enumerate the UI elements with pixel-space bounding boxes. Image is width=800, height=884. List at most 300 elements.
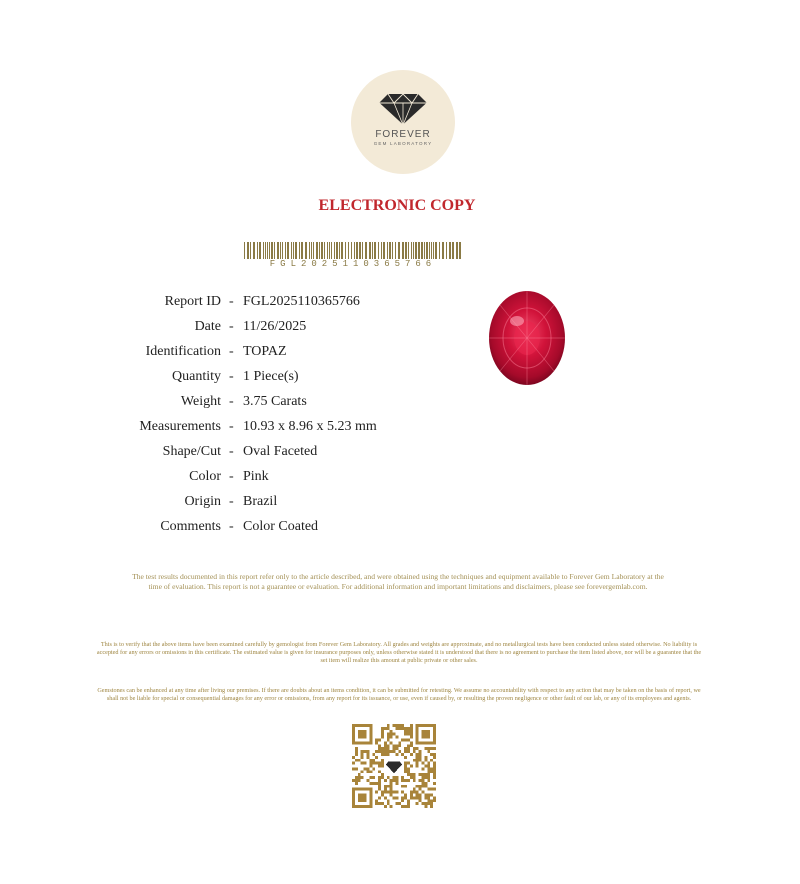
qr-module xyxy=(404,727,407,730)
barcode-bar xyxy=(285,242,286,259)
qr-module xyxy=(410,773,413,776)
qr-module xyxy=(413,773,416,776)
diamond-icon xyxy=(378,92,428,126)
barcode-bar xyxy=(439,242,440,259)
qr-module xyxy=(433,776,436,779)
barcode-bar xyxy=(378,242,379,259)
spec-row xyxy=(0,394,420,414)
qr-module xyxy=(387,776,390,779)
qr-module xyxy=(378,802,381,805)
qr-module xyxy=(393,796,396,799)
qr-module xyxy=(381,794,384,797)
qr-module xyxy=(384,727,387,730)
qr-module xyxy=(422,782,425,785)
qr-module xyxy=(390,730,393,733)
qr-module xyxy=(384,750,387,753)
barcode-bar xyxy=(395,242,396,259)
qr-module xyxy=(355,776,358,779)
qr-module xyxy=(395,796,398,799)
qr-module xyxy=(381,765,384,768)
qr-module xyxy=(387,791,390,794)
qr-module xyxy=(404,794,407,797)
qr-module xyxy=(395,779,398,782)
qr-module xyxy=(419,794,422,797)
qr-module xyxy=(390,791,393,794)
qr-module xyxy=(410,753,413,756)
disclaimer-liability: Gemstones can be enhanced at any time after living our premises. If there are doubts about an items condition, it can be submitted for retesting. We assume no accountability with respect to any action that may be taken on the basis of report, we shall not be liable for special or consequential damages for any error or omissions, from any report for its issuance, or use, even if caused by, or resulting the proven negligence or other fault of our lab, or any of its employees and agents. xyxy=(97,687,701,702)
barcode-bar xyxy=(334,242,335,259)
barcode-bar xyxy=(274,242,275,259)
qr-module xyxy=(401,799,404,802)
spec-separator: - xyxy=(229,319,234,334)
barcode-bar xyxy=(253,242,255,259)
qr-module xyxy=(387,799,390,802)
qr-module xyxy=(355,759,358,762)
qr-module xyxy=(407,799,410,802)
qr-module xyxy=(361,753,364,756)
qr-module xyxy=(419,750,422,753)
qr-module xyxy=(427,776,430,779)
qr-module xyxy=(355,753,358,756)
barcode xyxy=(244,242,462,259)
qr-module xyxy=(390,741,393,744)
qr-module xyxy=(393,724,396,727)
qr-module xyxy=(416,802,419,805)
spec-label: Shape/Cut xyxy=(162,444,221,459)
qr-module xyxy=(390,782,393,785)
qr-module xyxy=(422,730,431,739)
spec-separator: - xyxy=(229,494,234,509)
qr-module xyxy=(369,776,372,779)
qr-module xyxy=(416,759,419,762)
qr-module xyxy=(381,727,384,730)
qr-module xyxy=(427,770,430,773)
qr-module xyxy=(375,791,378,794)
qr-module xyxy=(378,788,381,791)
qr-module xyxy=(390,794,393,797)
spec-label: Origin xyxy=(184,494,221,509)
barcode-bar xyxy=(339,242,340,259)
qr-module xyxy=(413,779,416,782)
qr-module xyxy=(424,796,427,799)
qr-module xyxy=(387,724,390,727)
barcode-bar xyxy=(415,242,417,259)
qr-module xyxy=(378,770,381,773)
qr-module xyxy=(358,773,361,776)
qr-module xyxy=(433,753,436,756)
qr-module xyxy=(407,750,410,753)
barcode-bar xyxy=(429,242,430,259)
qr-module xyxy=(427,799,430,802)
qr-module xyxy=(413,791,416,794)
logo-name: FOREVER xyxy=(375,129,431,140)
barcode-bar xyxy=(336,242,338,259)
qr-module xyxy=(433,747,436,750)
qr-module xyxy=(427,796,430,799)
barcode-bar xyxy=(301,242,303,259)
barcode-bar xyxy=(435,242,437,259)
qr-module xyxy=(361,750,364,753)
spec-separator: - xyxy=(229,469,234,484)
qr-module xyxy=(369,765,372,768)
qr-module xyxy=(387,727,390,730)
qr-module xyxy=(366,779,369,782)
barcode-bar xyxy=(389,242,391,259)
barcode-bar xyxy=(459,242,461,259)
spec-label: Comments xyxy=(160,519,221,534)
qr-module xyxy=(430,805,433,808)
qr-module xyxy=(401,724,404,727)
barcode-bar xyxy=(398,242,400,259)
qr-module xyxy=(395,747,398,750)
qr-module xyxy=(358,794,367,803)
qr-module xyxy=(401,753,404,756)
spec-label: Identification xyxy=(145,344,221,359)
barcode-bar xyxy=(374,242,376,259)
qr-module xyxy=(378,750,381,753)
spec-label: Report ID xyxy=(164,294,221,309)
barcode-bar xyxy=(309,242,310,259)
barcode-bar xyxy=(446,242,447,259)
qr-module xyxy=(358,776,361,779)
qr-module xyxy=(419,796,422,799)
barcode-bar xyxy=(324,242,325,259)
qr-module xyxy=(413,788,416,791)
barcode-bar xyxy=(327,242,328,259)
barcode-bar xyxy=(413,242,414,259)
qr-module xyxy=(419,753,422,756)
qr-module xyxy=(427,767,430,770)
qr-module xyxy=(422,762,425,765)
qr-module xyxy=(372,782,375,785)
qr-module xyxy=(395,744,398,747)
barcode-bar xyxy=(316,242,318,259)
qr-module xyxy=(422,779,425,782)
qr-module xyxy=(410,794,413,797)
qr-module xyxy=(430,799,433,802)
qr-module xyxy=(404,756,407,759)
barcode-bar xyxy=(392,242,393,259)
qr-module xyxy=(398,741,401,744)
barcode-bar xyxy=(250,242,251,259)
qr-module xyxy=(404,747,407,750)
qr-module xyxy=(381,730,384,733)
qr-module xyxy=(355,767,358,770)
qr-module xyxy=(410,733,413,736)
barcode-bar xyxy=(402,242,404,259)
qr-module xyxy=(401,727,404,730)
qr-module xyxy=(393,791,396,794)
barcode-bar xyxy=(259,242,261,259)
qr-module xyxy=(372,776,375,779)
qr-module xyxy=(433,765,436,768)
spec-row xyxy=(0,494,420,514)
barcode-bar xyxy=(411,242,412,259)
qr-module xyxy=(398,802,401,805)
qr-module xyxy=(381,802,384,805)
barcode-bar xyxy=(341,242,343,259)
qr-module xyxy=(395,782,398,785)
qr-module xyxy=(387,802,390,805)
qr-module xyxy=(384,747,387,750)
qr-module xyxy=(422,773,425,776)
barcode-bar xyxy=(299,242,300,259)
qr-module xyxy=(390,733,393,736)
barcode-bar xyxy=(257,242,258,259)
spec-separator: - xyxy=(229,294,234,309)
qr-module xyxy=(430,770,433,773)
barcode-bar xyxy=(280,242,281,259)
spec-label: Color xyxy=(189,469,221,484)
qr-module xyxy=(419,799,422,802)
qr-module xyxy=(395,736,398,739)
qr-module xyxy=(384,744,387,747)
qr-module xyxy=(384,753,387,756)
qr-module xyxy=(416,747,419,750)
barcode-bar xyxy=(331,242,332,259)
spec-value: 11/26/2025 xyxy=(243,319,307,334)
qr-module xyxy=(416,762,419,765)
qr-module xyxy=(355,779,358,782)
barcode-bar xyxy=(421,242,423,259)
spec-row xyxy=(0,419,420,439)
barcode-bar xyxy=(383,242,385,259)
qr-module xyxy=(375,799,378,802)
qr-module xyxy=(366,750,369,753)
qr-module xyxy=(433,762,436,765)
qr-module xyxy=(387,736,390,739)
qr-module xyxy=(352,767,355,770)
qr-module xyxy=(404,762,407,765)
barcode-bar xyxy=(287,242,289,259)
qr-module xyxy=(401,738,404,741)
qr-module xyxy=(424,785,427,788)
barcode-bar xyxy=(319,242,320,259)
qr-module xyxy=(427,773,430,776)
qr-module xyxy=(381,776,384,779)
qr-module xyxy=(430,767,433,770)
qr-module xyxy=(352,756,355,759)
qr-module xyxy=(407,762,410,765)
barcode-bar xyxy=(321,242,323,259)
qr-module xyxy=(419,773,422,776)
barcode-bar xyxy=(265,242,266,259)
qr-module xyxy=(387,785,390,788)
qr-module xyxy=(390,750,393,753)
qr-module xyxy=(404,767,407,770)
qr-module xyxy=(361,770,364,773)
barcode-bar xyxy=(442,242,444,259)
qr-module xyxy=(410,736,413,739)
qr-module xyxy=(393,747,396,750)
qr-module xyxy=(375,750,378,753)
qr-module xyxy=(390,736,393,739)
qr-module xyxy=(364,750,367,753)
qr-module xyxy=(433,767,436,770)
qr-module xyxy=(427,802,430,805)
qr-module xyxy=(366,767,369,770)
qr-module xyxy=(390,788,393,791)
barcode-bar xyxy=(356,242,358,259)
qr-module xyxy=(381,747,384,750)
qr-module xyxy=(407,802,410,805)
spec-separator: - xyxy=(229,519,234,534)
qr-module xyxy=(404,733,407,736)
qr-module xyxy=(427,794,430,797)
spec-row xyxy=(0,469,420,489)
barcode-bar xyxy=(424,242,425,259)
qr-module xyxy=(433,756,436,759)
qr-module xyxy=(361,756,364,759)
qr-module xyxy=(422,767,425,770)
qr-module xyxy=(410,776,413,779)
qr-module xyxy=(381,750,384,753)
barcode-bar xyxy=(295,242,297,259)
qr-module xyxy=(433,770,436,773)
barcode-bar xyxy=(456,242,458,259)
spec-separator: - xyxy=(229,369,234,384)
qr-module xyxy=(369,759,372,762)
electronic-copy-title: ELECTRONIC COPY xyxy=(318,197,476,214)
spec-row xyxy=(0,319,420,339)
qr-module xyxy=(427,779,430,782)
disclaimer-results: The test results documented in this report refer only to the article described, and were obtained using the techniques and equipment available to Forever Gem Laboratory at the time of evaluation. This report is not a guarantee or evaluation. For additional information and important limitations and disclaimers, please see forevergemlab.com. xyxy=(132,572,664,591)
qr-module xyxy=(401,805,404,808)
barcode-bar xyxy=(426,242,428,259)
barcode-bar xyxy=(372,242,373,259)
qr-code-icon xyxy=(352,724,436,808)
qr-module xyxy=(378,765,381,768)
qr-module xyxy=(416,756,419,759)
barcode-bar xyxy=(354,242,355,259)
barcode-bar xyxy=(291,242,292,259)
qr-module xyxy=(404,770,407,773)
spec-value: Pink xyxy=(243,469,269,484)
lab-logo xyxy=(351,70,455,174)
qr-module xyxy=(424,756,427,759)
qr-module xyxy=(355,750,358,753)
qr-module xyxy=(384,805,387,808)
qr-module xyxy=(424,794,427,797)
qr-module xyxy=(395,724,398,727)
qr-module xyxy=(416,753,419,756)
qr-module xyxy=(378,738,381,741)
qr-module xyxy=(430,747,433,750)
qr-module xyxy=(378,782,381,785)
qr-module xyxy=(419,759,422,762)
qr-module xyxy=(416,785,419,788)
disclaimer-verification: This is to verify that the above items have been examined carefully by gemologist from Forever Gem Laboratory. All grades and weights are approximate, and no metallurgical tests have been conducted unless stated otherwise. No liability is accepted for any errors or omissions in this certificate. The estimated value is given for insurance purposes only, unless otherwise stated it is understood that there is no agreement to purchase the item listed above, nor will be a guarantee that the set item will realize this amount at public private or other sales. xyxy=(96,641,702,664)
spec-row xyxy=(0,369,420,389)
qr-module xyxy=(390,785,393,788)
qr-module xyxy=(355,747,358,750)
qr-module xyxy=(427,762,430,765)
barcode-bar xyxy=(311,242,312,259)
qr-module xyxy=(401,776,404,779)
barcode-bar xyxy=(418,242,420,259)
qr-module xyxy=(378,785,381,788)
qr-module xyxy=(416,796,419,799)
qr-module xyxy=(378,762,381,765)
qr-module xyxy=(387,750,390,753)
qr-module xyxy=(404,796,407,799)
qr-module xyxy=(430,788,433,791)
qr-module xyxy=(410,765,413,768)
qr-module xyxy=(381,736,384,739)
qr-module xyxy=(378,776,381,779)
qr-module xyxy=(381,791,384,794)
qr-module xyxy=(384,741,387,744)
qr-module xyxy=(352,779,355,782)
barcode-bar xyxy=(293,242,294,259)
spec-value: FGL2025110365766 xyxy=(243,294,360,309)
qr-module xyxy=(410,796,413,799)
barcode-bar xyxy=(387,242,388,259)
spec-row xyxy=(0,444,420,464)
qr-module xyxy=(395,802,398,805)
qr-module xyxy=(430,794,433,797)
spec-label: Weight xyxy=(180,394,221,409)
spec-value: Oval Faceted xyxy=(243,444,318,459)
qr-module xyxy=(407,805,410,808)
gem-image xyxy=(487,289,567,387)
qr-module xyxy=(413,750,416,753)
qr-module xyxy=(378,796,381,799)
qr-module xyxy=(404,779,407,782)
qr-module xyxy=(404,765,407,768)
qr-module xyxy=(381,753,384,756)
barcode-bar xyxy=(305,242,307,259)
qr-module xyxy=(410,791,413,794)
qr-module xyxy=(372,759,375,762)
barcode-bar xyxy=(359,242,361,259)
spec-row xyxy=(0,519,420,539)
qr-module xyxy=(401,791,404,794)
qr-module xyxy=(393,733,396,736)
qr-module xyxy=(361,776,364,779)
qr-module xyxy=(424,773,427,776)
qr-module xyxy=(422,776,425,779)
qr-module xyxy=(393,750,396,753)
qr-module xyxy=(390,779,393,782)
qr-module xyxy=(424,782,427,785)
qr-module xyxy=(369,762,372,765)
spec-value: 10.93 x 8.96 x 5.23 mm xyxy=(243,419,377,434)
qr-module xyxy=(384,785,387,788)
qr-module xyxy=(358,730,367,739)
barcode-bar xyxy=(244,242,245,259)
qr-module xyxy=(395,776,398,779)
qr-module xyxy=(427,765,430,768)
qr-module xyxy=(410,730,413,733)
qr-module xyxy=(419,788,422,791)
barcode-bar xyxy=(431,242,432,259)
qr-module xyxy=(404,785,407,788)
barcode-text: FGL2025110365766 xyxy=(269,259,437,269)
qr-module xyxy=(424,802,427,805)
qr-module xyxy=(393,779,396,782)
qr-module xyxy=(407,733,410,736)
barcode-bar xyxy=(405,242,407,259)
qr-module xyxy=(404,730,407,733)
qr-module xyxy=(419,756,422,759)
qr-module xyxy=(372,762,375,765)
qr-module xyxy=(413,747,416,750)
spec-value: Brazil xyxy=(243,494,278,509)
barcode-bar xyxy=(271,242,273,259)
spec-label: Quantity xyxy=(172,369,221,384)
barcode-bar xyxy=(449,242,451,259)
